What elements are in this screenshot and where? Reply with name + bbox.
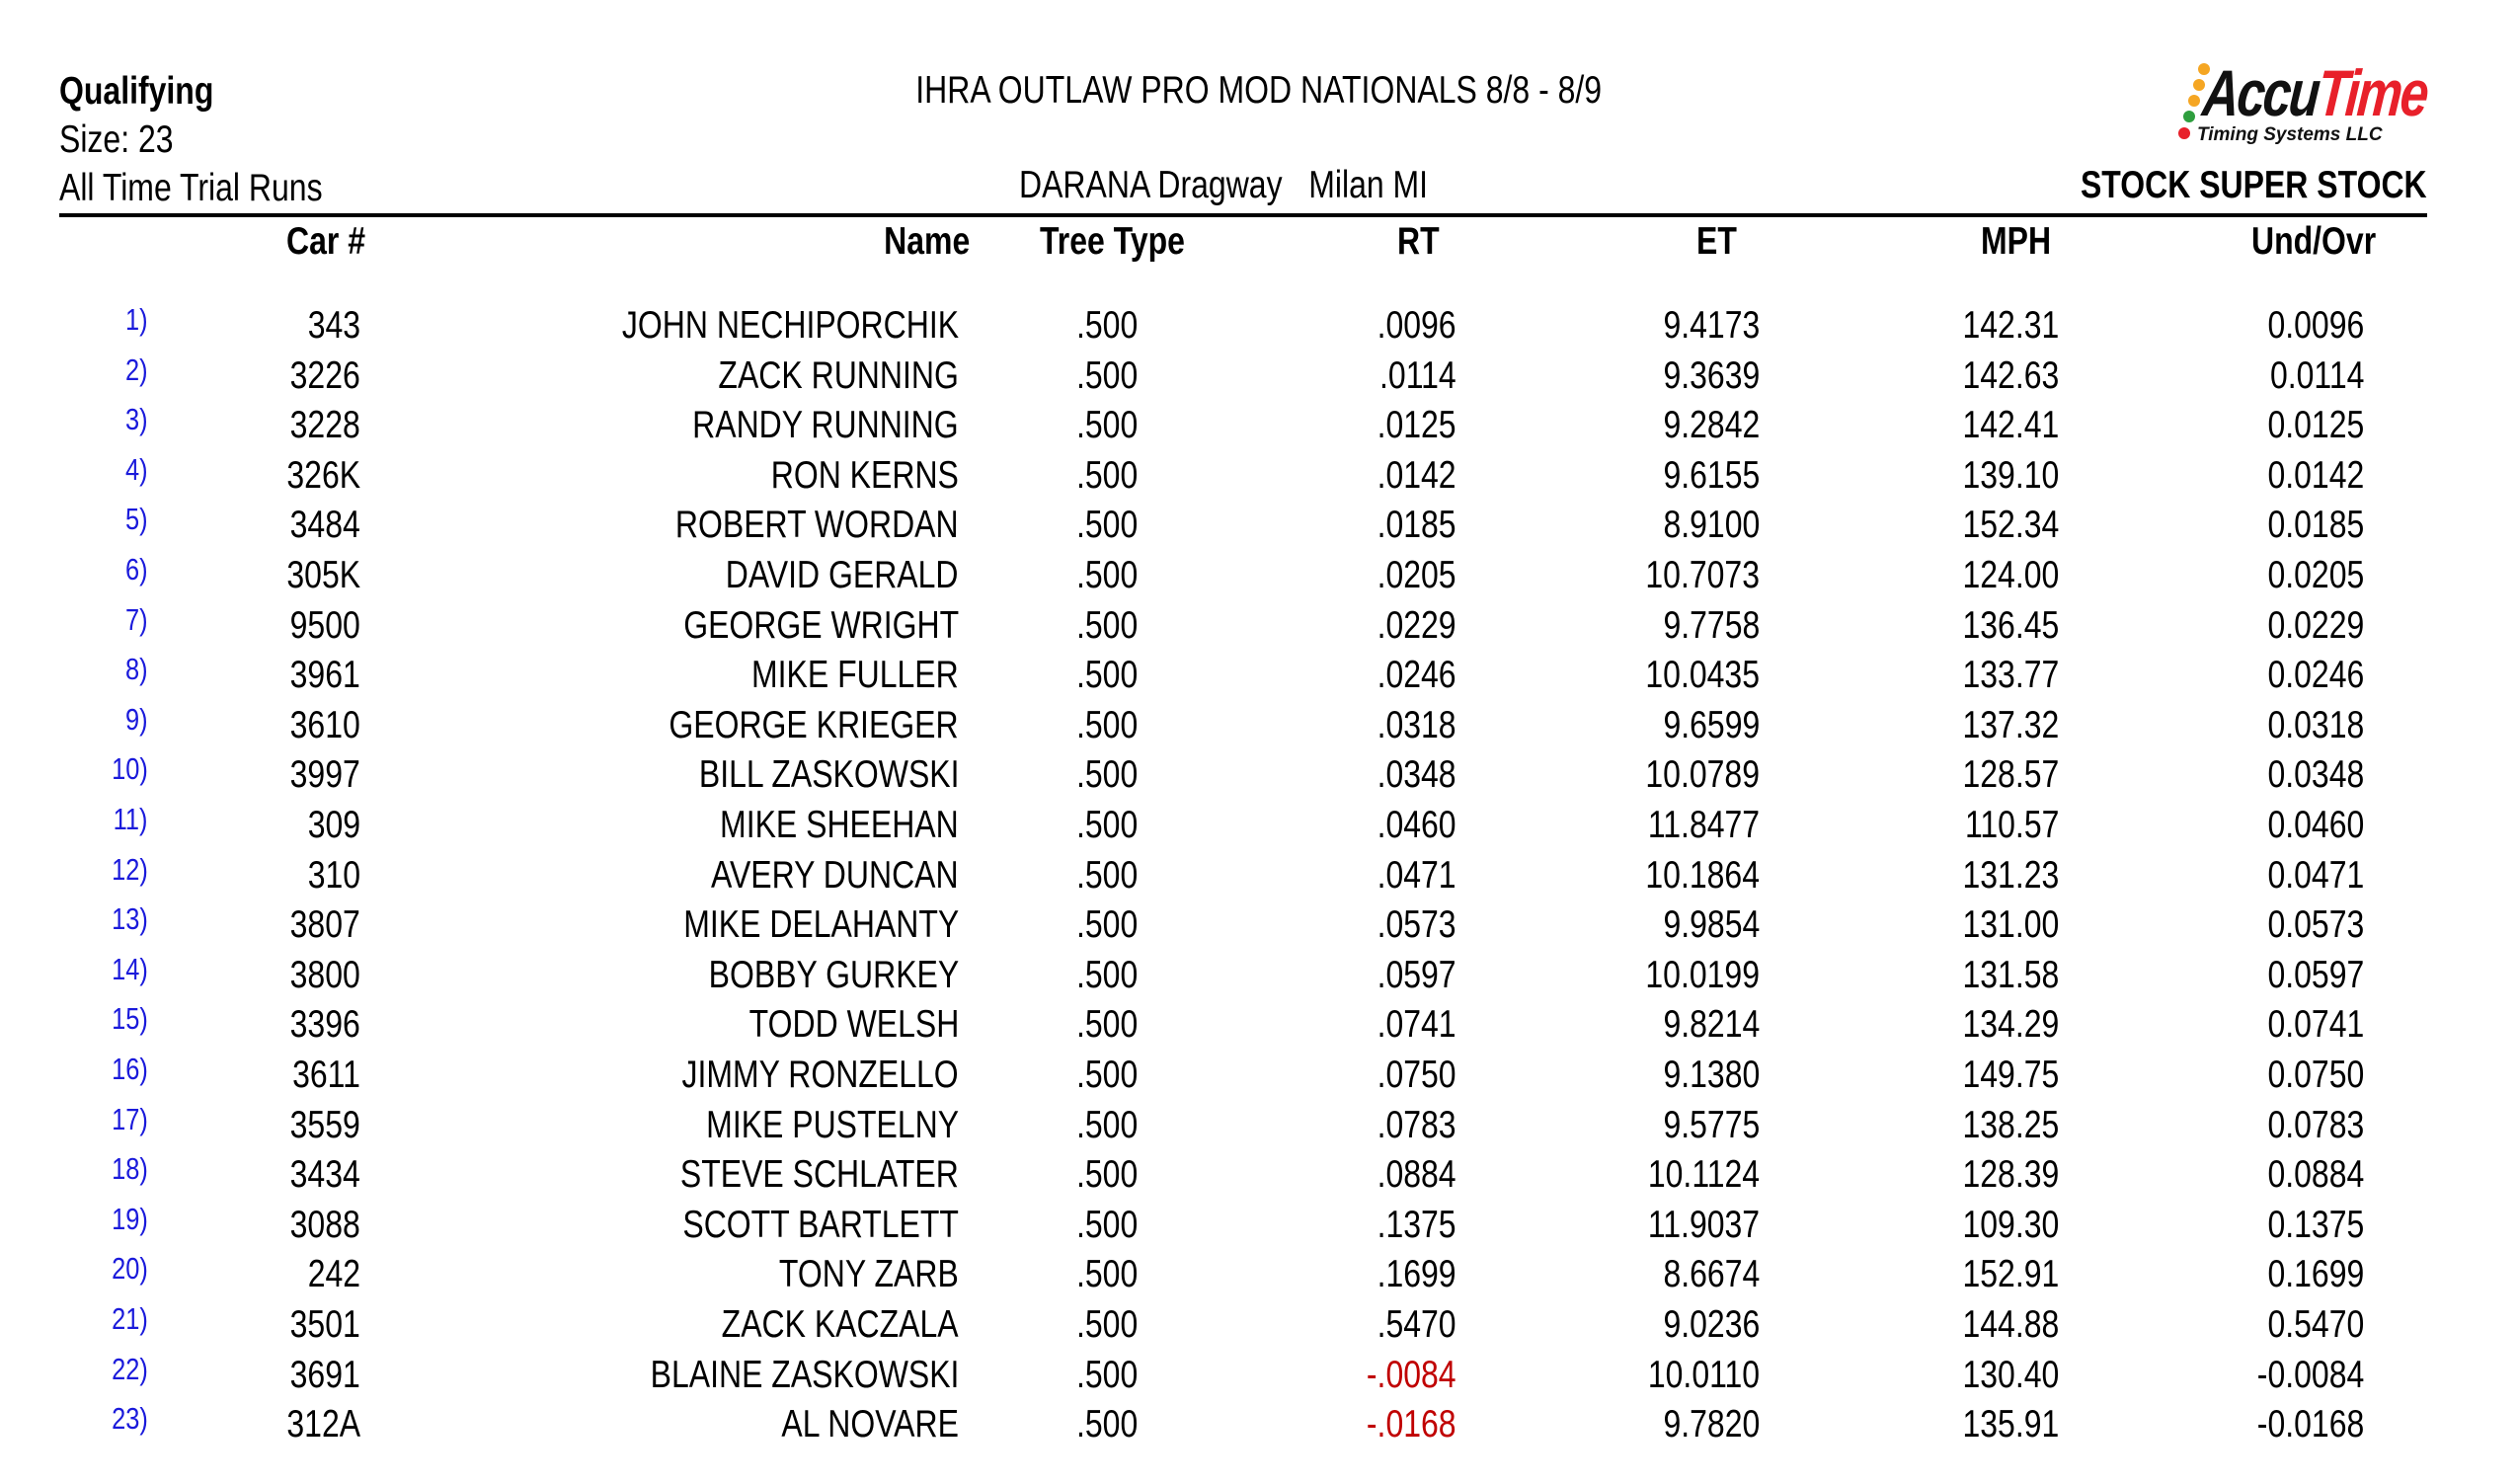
elapsed-time: 10.0110 [1647,1353,1760,1396]
car-number: 3691 [289,1353,360,1396]
car-number: 3226 [289,353,360,397]
table-row [0,301,2518,351]
table-row [0,750,2518,800]
report-type: Qualifying [59,70,214,113]
table-row [0,1300,2518,1350]
elapsed-time: 9.6599 [1663,703,1760,746]
reaction-time: .0096 [1377,304,1456,347]
car-number: 3396 [289,1003,360,1047]
car-number: 310 [307,853,360,897]
col-header-car: Car # [286,220,366,263]
table-row [0,1351,2518,1400]
rank-number: 2) [125,351,148,387]
elapsed-time: 9.6155 [1663,453,1760,497]
car-number: 9500 [289,603,360,647]
tree-type: .500 [1076,504,1139,547]
tree-type: .500 [1076,1403,1139,1446]
rank-number: 15) [112,1001,148,1037]
driver-name: GEORGE KRIEGER [669,703,959,746]
rank-number: 11) [114,802,148,836]
table-row [0,1400,2518,1449]
car-number: 3088 [289,1203,360,1246]
rank-number: 10) [112,751,148,787]
rank-number: 3) [125,402,148,437]
col-header-mph: MPH [1981,220,2052,263]
reaction-time: .0142 [1377,453,1456,497]
und-ovr: 0.1699 [2267,1253,2364,1296]
driver-name: BILL ZASKOWSKI [698,753,959,797]
table-row [0,1000,2518,1050]
rank-number: 7) [125,601,148,637]
table-row [0,1150,2518,1200]
mph: 149.75 [1962,1054,2059,1096]
mph: 152.34 [1962,504,2059,547]
rank-number: 20) [112,1251,148,1287]
elapsed-time: 9.7758 [1663,603,1760,647]
und-ovr: 0.0741 [2267,1003,2364,1047]
elapsed-time: 10.0199 [1645,953,1760,996]
tree-type: .500 [1076,603,1139,647]
reaction-time: .0348 [1377,753,1456,797]
table-row [0,1201,2518,1250]
table-row [0,1250,2518,1299]
car-number: 305K [286,554,360,596]
venue: DARANA Dragway Milan MI [1019,164,1429,206]
mph: 124.00 [1962,554,2059,596]
driver-name: TONY ZARB [779,1253,959,1296]
table-row [0,601,2518,651]
elapsed-time: 9.3639 [1663,353,1760,397]
tree-type: .500 [1076,1253,1139,1296]
driver-name: DAVID GERALD [726,554,959,596]
und-ovr: 0.1375 [2267,1203,2364,1246]
elapsed-time: 8.9100 [1663,504,1760,547]
und-ovr: 0.0783 [2267,1103,2364,1146]
elapsed-time: 9.4173 [1663,304,1760,347]
rank-number: 19) [112,1201,148,1236]
mph: 131.23 [1962,853,2059,897]
mph: 128.57 [1962,753,2059,797]
car-number: 3610 [289,703,360,746]
elapsed-time: 9.9854 [1663,903,1760,947]
tree-type: .500 [1076,1054,1139,1096]
driver-name: STEVE SCHLATER [680,1153,959,1197]
driver-name: JOHN NECHIPORCHIK [621,304,959,347]
und-ovr: 0.0573 [2267,903,2364,947]
table-row [0,501,2518,550]
mph: 152.91 [1962,1253,2059,1296]
elapsed-time: 10.1864 [1645,853,1760,897]
tree-type: .500 [1076,1153,1139,1197]
car-number: 242 [307,1253,360,1296]
tree-type: .500 [1076,353,1139,397]
table-row [0,451,2518,501]
elapsed-time: 9.2842 [1663,404,1760,447]
table-row [0,651,2518,700]
driver-name: ROBERT WORDAN [675,504,959,547]
elapsed-time: 10.0789 [1645,753,1760,797]
logo-brand-red: Time [2315,56,2430,129]
und-ovr: 0.0460 [2267,804,2364,846]
logo-tagline: Timing Systems LLC [2197,124,2383,145]
rank-number: 14) [112,951,148,986]
rank-number: 5) [125,502,148,537]
reaction-time: .0229 [1377,603,1456,647]
rank-number: 21) [112,1301,148,1336]
elapsed-time: 9.1380 [1663,1054,1760,1096]
col-header-name: Name [883,220,970,263]
und-ovr: 0.0229 [2267,603,2364,647]
rank-number: 16) [112,1052,148,1086]
tree-type: .500 [1076,1203,1139,1246]
car-number: 343 [307,304,360,347]
table-row [0,951,2518,1000]
elapsed-time: 9.7820 [1663,1403,1760,1446]
rank-number: 9) [125,701,148,737]
table-row [0,1051,2518,1100]
driver-name: JIMMY RONZELLO [681,1054,959,1096]
driver-name: MIKE FULLER [751,654,959,697]
tree-type: .500 [1076,703,1139,746]
rank-number: 1) [125,302,148,337]
mph: 128.39 [1962,1153,2059,1197]
driver-name: TODD WELSH [748,1003,959,1047]
car-number: 3611 [292,1054,360,1096]
car-number: 3559 [289,1103,360,1146]
tree-type: .500 [1076,1303,1139,1346]
rank-number: 8) [125,652,148,687]
driver-name: AL NOVARE [781,1403,959,1446]
reaction-time: .0246 [1377,654,1456,697]
mph: 135.91 [1962,1403,2059,1446]
table-row [0,701,2518,750]
rank-number: 17) [112,1101,148,1136]
mph: 131.00 [1962,903,2059,947]
driver-name: ZACK RUNNING [718,353,959,397]
tree-type: .500 [1076,903,1139,947]
mph: 110.57 [1964,804,2059,846]
tree-type: .500 [1076,304,1139,347]
mph: 142.63 [1962,353,2059,397]
accutime-logo [2177,56,2434,155]
driver-name: MIKE DELAHANTY [682,903,959,947]
tree-type: .500 [1076,1353,1139,1396]
rank-number: 4) [125,451,148,487]
driver-name: BLAINE ZASKOWSKI [650,1353,959,1396]
table-row [0,551,2518,600]
reaction-time: .1375 [1377,1203,1456,1246]
elapsed-time: 9.0236 [1663,1303,1760,1346]
car-number: 3807 [289,903,360,947]
car-number: 3434 [289,1153,360,1197]
elapsed-time: 9.5775 [1663,1103,1760,1146]
elapsed-time: 9.8214 [1663,1003,1760,1047]
mph: 109.30 [1962,1203,2059,1246]
mph: 130.40 [1962,1353,2059,1396]
und-ovr: 0.0471 [2267,853,2364,897]
tree-type: .500 [1076,853,1139,897]
tree-type: .500 [1076,654,1139,697]
und-ovr: 0.0246 [2267,654,2364,697]
table-row [0,900,2518,950]
driver-name: BOBBY GURKEY [708,953,959,996]
class-name: STOCK SUPER STOCK [2081,164,2427,206]
und-ovr: 0.0318 [2267,703,2364,746]
event-title: IHRA OUTLAW PRO MOD NATIONALS 8/8 - 8/9 [915,69,1603,112]
rank-number: 12) [112,851,148,887]
und-ovr: 0.0884 [2267,1153,2364,1197]
driver-name: RANDY RUNNING [692,404,959,447]
und-ovr: 0.0096 [2267,304,2364,347]
col-header-et: ET [1696,220,1737,263]
tree-type: .500 [1076,453,1139,497]
logo-brand-black: Accu [2199,56,2321,129]
und-ovr: 0.0597 [2267,953,2364,996]
mph: 139.10 [1962,453,2059,497]
driver-name: GEORGE WRIGHT [683,603,959,647]
car-number: 326K [286,453,360,497]
car-number: 309 [307,804,360,846]
mph: 136.45 [1962,603,2059,647]
reaction-time: .0783 [1377,1103,1456,1146]
reaction-time: .0741 [1377,1003,1456,1047]
reaction-time: .0114 [1379,353,1456,397]
driver-name: ZACK KACZALA [722,1303,959,1346]
elapsed-time: 10.0435 [1645,654,1760,697]
rank-number: 18) [112,1151,148,1187]
reaction-time: .0573 [1377,903,1456,947]
reaction-time: .0318 [1377,703,1456,746]
reaction-time: .5470 [1377,1303,1456,1346]
und-ovr: -0.0084 [2256,1353,2364,1396]
und-ovr: -0.0168 [2256,1403,2364,1446]
car-number: 3484 [289,504,360,547]
tree-type: .500 [1076,1103,1139,1146]
table-row [0,401,2518,450]
rank-number: 23) [112,1401,148,1437]
mph: 142.31 [1962,304,2059,347]
reaction-time: .0884 [1377,1153,1456,1197]
driver-name: AVERY DUNCAN [711,853,959,897]
elapsed-time: 10.7073 [1645,554,1760,596]
und-ovr: 0.0205 [2267,554,2364,596]
table-row [0,851,2518,900]
mph: 144.88 [1962,1303,2059,1346]
und-ovr: 0.0142 [2267,453,2364,497]
elapsed-time: 11.8477 [1647,804,1760,846]
und-ovr: 0.0185 [2267,504,2364,547]
reaction-time: .0597 [1377,953,1456,996]
rank-number: 22) [112,1351,148,1386]
reaction-time: .0460 [1377,804,1456,846]
rank-number: 13) [112,901,148,937]
elapsed-time: 10.1124 [1647,1153,1760,1197]
elapsed-time: 8.6674 [1663,1253,1760,1296]
driver-name: SCOTT BARTLETT [682,1203,959,1246]
table-row [0,801,2518,850]
reaction-time: .0125 [1377,404,1456,447]
reaction-time: .0471 [1377,853,1456,897]
car-number: 312A [286,1403,360,1446]
tree-type: .500 [1076,753,1139,797]
tree-type: .500 [1076,1003,1139,1047]
driver-name: MIKE SHEEHAN [720,804,959,846]
mph: 134.29 [1962,1003,2059,1047]
tree-type: .500 [1076,554,1139,596]
mph: 142.41 [1962,404,2059,447]
mph: 133.77 [1962,654,2059,697]
und-ovr: 0.0750 [2267,1054,2364,1096]
mph: 131.58 [1962,953,2059,996]
driver-name: RON KERNS [770,453,959,497]
reaction-time: -.0168 [1367,1403,1456,1446]
und-ovr: 0.5470 [2267,1303,2364,1346]
mph: 138.25 [1962,1103,2059,1146]
reaction-time: -.0084 [1367,1353,1456,1396]
car-number: 3800 [289,953,360,996]
table-row [0,351,2518,401]
tree-type: .500 [1076,404,1139,447]
col-header-tree-type: Tree Type [1040,220,1185,263]
rank-number: 6) [125,552,148,586]
car-number: 3228 [289,404,360,447]
und-ovr: 0.0125 [2267,404,2364,447]
car-number: 3997 [289,753,360,797]
car-number: 3961 [289,654,360,697]
tree-type: .500 [1076,953,1139,996]
col-header-rt: RT [1397,220,1440,263]
und-ovr: 0.0348 [2267,753,2364,797]
elapsed-time: 11.9037 [1647,1203,1760,1246]
run-filter: All Time Trial Runs [59,167,323,209]
reaction-time: .0750 [1377,1054,1456,1096]
reaction-time: .0185 [1377,504,1456,547]
table-row [0,1101,2518,1150]
header-divider [59,213,2427,217]
reaction-time: .0205 [1377,554,1456,596]
car-number: 3501 [289,1303,360,1346]
tree-type: .500 [1076,804,1139,846]
mph: 137.32 [1962,703,2059,746]
field-size: Size: 23 [59,118,174,161]
driver-name: MIKE PUSTELNY [706,1103,959,1146]
und-ovr: 0.0114 [2269,353,2364,397]
reaction-time: .1699 [1377,1253,1456,1296]
col-header-und-ovr: Und/Ovr [2251,220,2377,263]
